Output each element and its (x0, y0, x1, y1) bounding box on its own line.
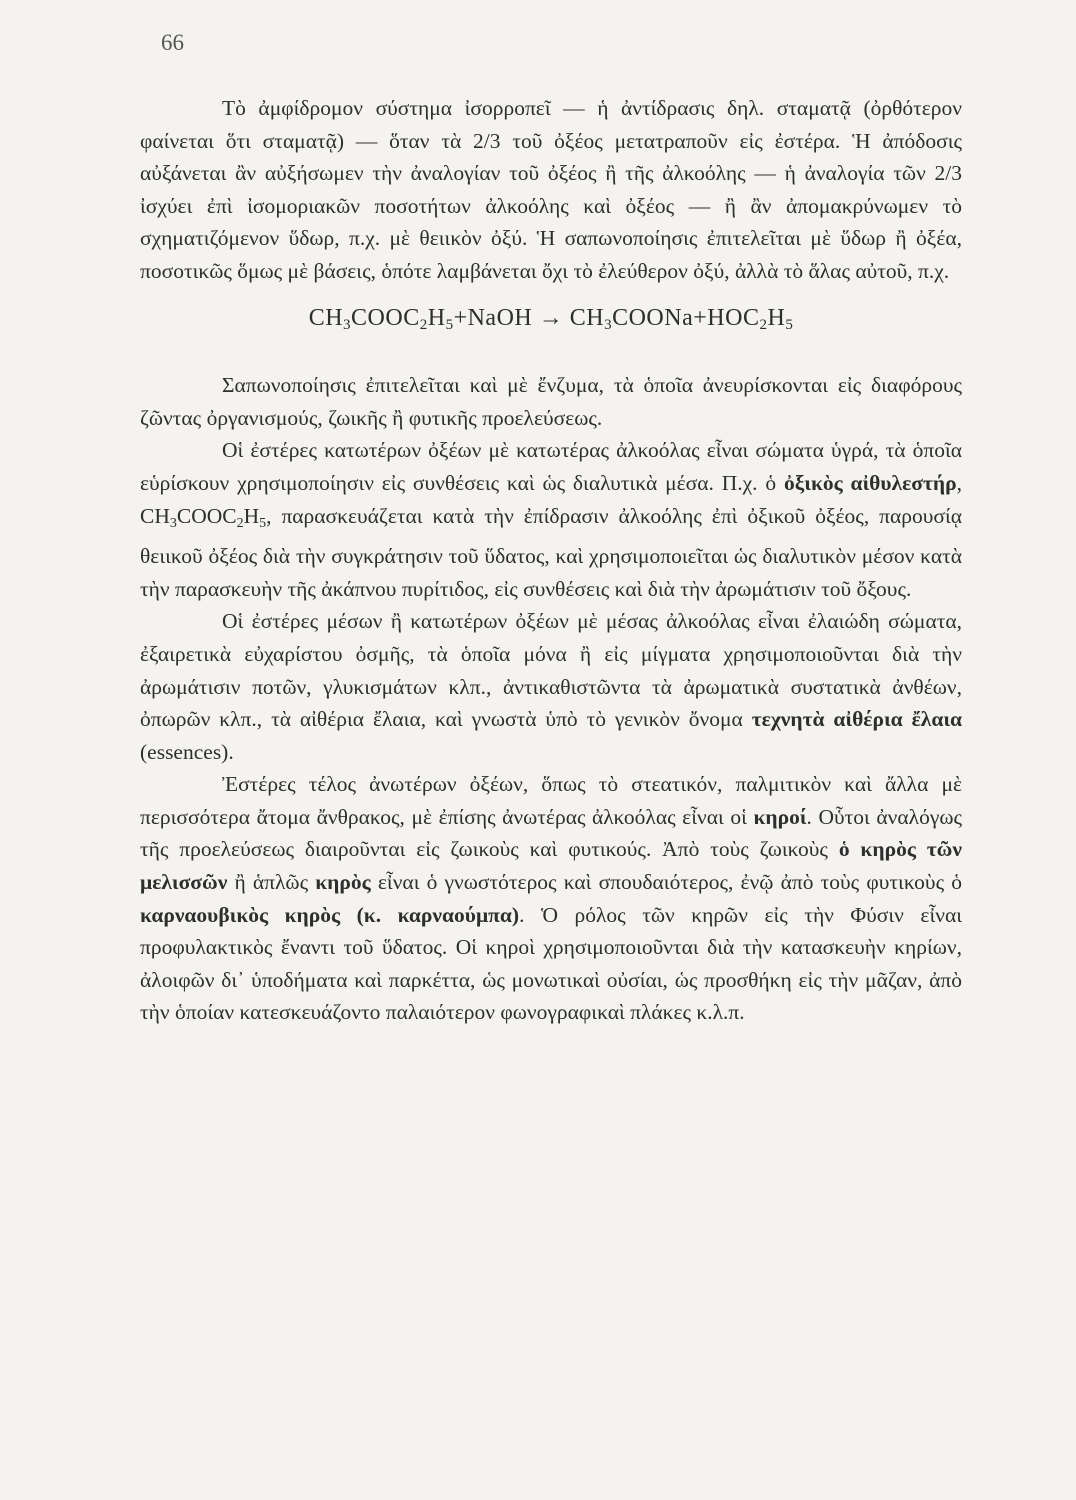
paragraph-equilibrium: Τὸ ἀμφίδρομον σύστημα ἰσορροπεῖ — ἡ ἀντίδρασις δηλ. σταματᾷ (ὀρθότερον φαίνεται ὅτι σταματᾷ) — ὅταν τὰ 2/3 τοῦ ὀξέος μετατραποῦν εἰς ἐστέρα. Ἡ ἀπόδοσις αὐξάνεται ἂν αὐξήσωμεν τὴν ἀναλογίαν τοῦ ὀξέος ἢ τῆς ἀλκοόλης — ἡ ἀναλογία τῶν 2/3 ἰσχύει ἐπὶ ἰσομοριακῶν ποσοτήτων ἀλκοόλης καὶ ὀξέος — ἢ ἂν ἀπομακρύνωμεν τὸ σχηματιζόμενον ὕδωρ, π.χ. μὲ θειικὸν ὀξύ. Ἡ σαπωνοποίησις ἐπιτελεῖται μὲ ὕδωρ ἢ ὀξέα, ποσοτικῶς ὅμως μὲ βάσεις, ὁπότε λαμβάνεται ὄχι τὸ ἐλεύθερον ὀξύ, ἀλλὰ τὸ ἅλας αὐτοῦ, π.χ. (140, 96, 962, 283)
page-body (140, 92, 962, 1029)
paragraph-middle-esters: Οἱ ἐστέρες μέσων ἢ κατωτέρων ὀξέων μὲ μέσας ἀλκοόλας εἶναι ἐλαιώδη σώματα, ἐξαιρετικὰ εὐχαρίστου ὀσμῆς, τὰ ὁποῖα μόνα ἢ εἰς μίγματα χρησιμοποιοῦνται διὰ τὴν ἀρωμάτισιν ποτῶν, γλυκισμάτων κλπ., ἀντικαθιστῶντα τὰ ἀρωματικὰ συστατικὰ ἀνθέων, ὀπωρῶν κλπ., τὰ αἰθέρια ἔλαια, καὶ γνωστὰ ὑπὸ τὸ γενικὸν ὄνομα τεχνητὰ αἰθέρια ἔλαια (essences). (140, 609, 962, 764)
term-ethyl-acetate: ὀξικὸς αἰθυλεστήρ (783, 470, 957, 495)
paragraph-waxes: Ἐστέρες τέλος ἀνωτέρων ὀξέων, ὅπως τὸ στεατικόν, παλμιτικὸν καὶ ἄλλα μὲ περισσότερα ἄτομα ἄνθρακος, μὲ ἐπίσης ἀνωτέρας ἀλκοόλας εἶναι οἱ κηροί. Οὗτοι ἀναλόγως τῆς προελεύσεως διαιροῦνται εἰς ζωικοὺς καὶ φυτικούς. Ἀπὸ τοὺς ζωικοὺς ὁ κηρὸς τῶν μελισσῶν ἢ ἁπλῶς κηρὸς εἶναι ὁ γνωστότερος καὶ σπουδαιότερος, ἐνῷ ἀπὸ τοὺς φυτικοὺς ὁ καρναουβικὸς κηρὸς (κ. καρναούμπα). Ὁ ρόλος τῶν κηρῶν εἰς τὴν Φύσιν εἶναι προφυλακτικὸς ἔναντι τοῦ ὕδατος. Οἱ κηροὶ χρησιμοποιοῦνται διὰ τὴν κατασκευὴν κηρίων, ἀλοιφῶν δι᾽ ὑποδήματα καὶ παρκέττα, ὡς μονωτικαὶ οὐσίαι, ὡς προσθήκη εἰς τὴν μᾶζαν, ἀπὸ τὴν ὁποίαν κατεσκευάζοντο παλαιότερον φωνογραφικαὶ πλάκες κ.λ.π. (140, 772, 963, 1025)
term-carnauba-wax: καρναουβικὸς κηρὸς (κ. καρναούμπα) (140, 902, 520, 927)
term-beeswax: ὁ κηρὸς τῶν μελισσῶν (140, 837, 962, 895)
page-number: 66 (161, 30, 184, 55)
saponification-equation: $CH_3COOC_2H_5+NaOH$ → $CH_3COONa+HOC_2H_5$ (308, 304, 794, 333)
paragraph-enzymes: Σαπωνοποίησις ἐπιτελεῖται καὶ μὲ ἔνζυμα, τὰ ὁποῖα ἀνευρίσκονται εἰς διαφόρους ζῶντας ὀργανισμούς, ζωικῆς ἢ φυτικῆς προελεύσεως. (140, 373, 962, 430)
term-waxes: κηροί (753, 804, 807, 829)
term-wax: κηρὸς (315, 870, 371, 895)
paragraph-lower-esters: Οἱ ἐστέρες κατωτέρων ὀξέων μὲ κατωτέρας ἀλκοόλας εἶναι σώματα ὑγρά, τὰ ὁποῖα εὑρίσκουν χρησιμοποίησιν εἰς συνθέσεις καὶ ὡς διαλυτικὰ μέσα. Π.χ. ὁ ὀξικὸς αἰθυλεστήρ, CH3COOC2H5, παρασκευάζεται κατὰ τὴν ἐπίδρασιν ἀλκοόλης ἐπὶ ὀξικοῦ ὀξέος, παρουσίᾳ θειικοῦ ὀξέος διὰ τὴν συγκράτησιν τοῦ ὕδατος, καὶ χρησιμοποιεῖται ὡς διαλυτικὸν μέσον κατὰ τὴν παρασκευὴν τῆς ἀκάπνου πυρίτιδος, εἰς συνθέσεις καὶ διὰ τὴν ἀρωμάτισιν τοῦ ὄξους. (140, 438, 962, 601)
term-essential-oils: τεχνητὰ αἰθέρια ἔλαια (751, 707, 962, 732)
